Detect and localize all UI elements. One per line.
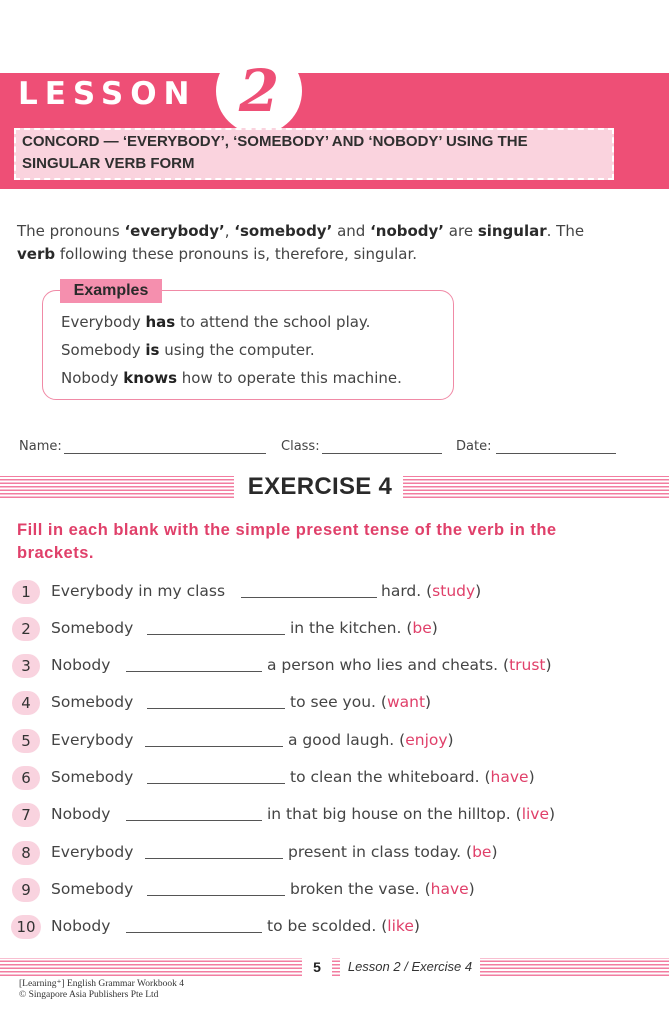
question-subject: Nobody — [51, 656, 111, 674]
question-rest: in that big house on the hilltop. (live) — [267, 805, 556, 823]
question-rest: present in class today. (be) — [288, 843, 498, 861]
question-subject: Everybody — [51, 731, 134, 749]
date-label: Date: — [456, 439, 492, 454]
exercise-title: EXERCISE 4 — [247, 473, 393, 500]
answer-blank[interactable] — [147, 783, 285, 784]
question-subject: Everybody in my class — [51, 582, 226, 600]
question-subject: Nobody — [51, 917, 111, 935]
verb-hint: be — [412, 619, 432, 637]
lesson-label: LESSON — [18, 76, 197, 112]
topic-line-1: CONCORD — ‘EVERYBODY’, ‘SOMEBODY’ AND ‘NOBODY’ USING THE — [22, 133, 528, 150]
name-label: Name: — [19, 439, 62, 454]
question-rest: to clean the whiteboard. (have) — [290, 768, 535, 786]
exercise-stripe-right — [403, 476, 669, 498]
question-rest: to be scolded. (like) — [267, 917, 420, 935]
verb-hint: have — [430, 880, 469, 898]
intro-line-1: The pronouns ‘everybody’, ‘somebody’ and ‘nobody’ are singular. The — [17, 222, 585, 240]
question-item — [0, 617, 669, 647]
question-item — [0, 691, 669, 721]
answer-blank[interactable] — [126, 932, 262, 933]
date-field[interactable] — [496, 453, 616, 454]
answer-blank[interactable] — [241, 597, 377, 598]
answer-blank[interactable] — [147, 708, 285, 709]
footer-lesson-ref: Lesson 2 / Exercise 4 — [340, 958, 480, 976]
question-rest: to see you. (want) — [290, 693, 432, 711]
question-number: 7 — [12, 803, 40, 827]
question-item — [0, 654, 669, 684]
lesson-number-badge — [216, 48, 302, 134]
question-subject: Somebody — [51, 880, 134, 898]
example-2: Somebody is using the computer. — [61, 341, 315, 359]
example-3: Nobody knows how to operate this machine. — [61, 369, 402, 387]
footer-stripe — [0, 958, 669, 976]
question-number: 5 — [12, 729, 40, 753]
question-item — [0, 915, 669, 945]
intro-line-2: verb following these pronouns is, therefore, singular. — [17, 245, 418, 263]
question-number: 10 — [11, 915, 41, 939]
lesson-number: 2 — [238, 57, 280, 125]
question-rest: in the kitchen. (be) — [290, 619, 438, 637]
question-subject: Everybody — [51, 843, 134, 861]
question-number: 3 — [12, 654, 40, 678]
exercise-stripe-left — [0, 476, 234, 498]
question-rest: a person who lies and cheats. (trust) — [267, 656, 552, 674]
credit-line-1: [Learning⁺] English Grammar Workbook 4 — [19, 979, 185, 989]
name-field[interactable] — [64, 453, 266, 454]
question-number: 9 — [12, 878, 40, 902]
question-subject: Nobody — [51, 805, 111, 823]
verb-hint: study — [432, 582, 476, 600]
question-item — [0, 803, 669, 833]
question-rest: broken the vase. (have) — [290, 880, 475, 898]
question-number: 1 — [12, 580, 40, 604]
class-label: Class: — [281, 439, 320, 454]
lesson-topic — [22, 131, 592, 175]
verb-hint: trust — [509, 656, 546, 674]
verb-hint: want — [386, 693, 426, 711]
question-rest: hard. (study) — [381, 582, 482, 600]
question-subject: Somebody — [51, 619, 134, 637]
example-1: Everybody has to attend the school play. — [61, 313, 371, 331]
verb-hint: live — [521, 805, 550, 823]
answer-blank[interactable] — [147, 895, 285, 896]
question-item — [0, 766, 669, 796]
question-number: 6 — [12, 766, 40, 790]
answer-blank[interactable] — [145, 746, 283, 747]
answer-blank[interactable] — [147, 634, 285, 635]
credit-line-2: © Singapore Asia Publishers Pte Ltd — [19, 990, 159, 1000]
question-item — [0, 841, 669, 871]
verb-hint: like — [387, 917, 414, 935]
page-number: 5 — [302, 955, 332, 979]
examples-tag: Examples — [60, 279, 162, 303]
topic-line-2: SINGULAR VERB FORM — [22, 155, 195, 172]
question-subject: Somebody — [51, 768, 134, 786]
exercise-instructions: Fill in each blank with the simple present tense of the verb in the brackets. — [17, 521, 557, 562]
question-subject: Somebody — [51, 693, 134, 711]
class-field[interactable] — [322, 453, 442, 454]
question-rest: a good laugh. (enjoy) — [288, 731, 454, 749]
verb-hint: be — [472, 843, 492, 861]
question-item — [0, 729, 669, 759]
question-item — [0, 878, 669, 908]
answer-blank[interactable] — [126, 820, 262, 821]
verb-hint: have — [490, 768, 529, 786]
answer-blank[interactable] — [145, 858, 283, 859]
verb-hint: enjoy — [405, 731, 448, 749]
answer-blank[interactable] — [126, 671, 262, 672]
question-number: 4 — [12, 691, 40, 715]
question-number: 2 — [12, 617, 40, 641]
question-item — [0, 580, 669, 610]
question-number: 8 — [12, 841, 40, 865]
